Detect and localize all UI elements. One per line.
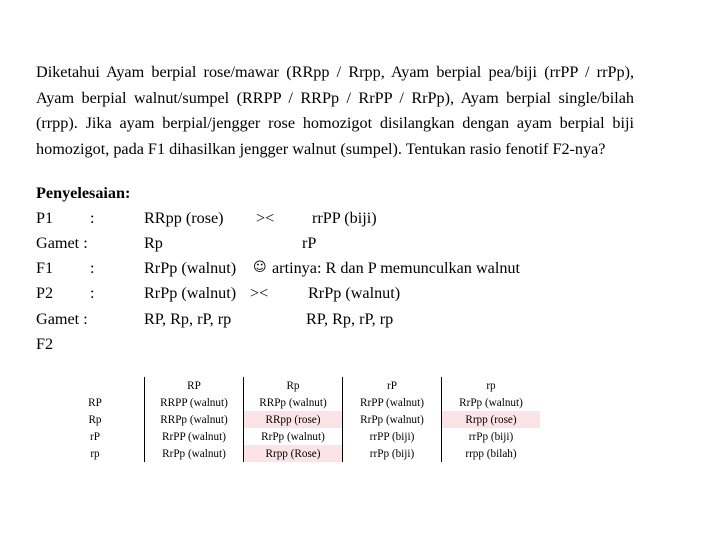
column-header: Rp [244,377,343,394]
table-cell: rrpp (bilah) [465,447,517,460]
p2-label: P2 [36,284,54,302]
table-cell: RRPp (walnut) [244,394,343,411]
p2-colon: : [90,284,95,302]
table-cell: RRpp (rose) [244,411,343,428]
problem-statement [36,60,634,162]
table-cell: RrPp (walnut) [343,411,442,428]
column-header: rP [343,377,442,394]
f1-text: RrPp (walnut) [144,259,237,277]
table-cell: rrPp (biji) [343,445,442,462]
table-cell: RrPp (walnut) [459,396,523,409]
table-row [46,445,540,462]
table-row [46,394,540,411]
column-header: RP [145,377,244,394]
table-row [46,428,540,445]
table-cell: RrPp (walnut) [244,428,343,445]
row-header: rp [46,445,145,462]
table-cell: Rrpp (rose) [442,411,541,428]
gamet2-right: RP, Rp, rP, rp [306,310,394,328]
table-cell: RRPP (walnut) [145,394,244,411]
punnett-corner [46,377,145,394]
row-header: rP [46,428,145,445]
row-header: Rp [46,411,145,428]
row-header: RP [46,394,145,411]
problem-text: Diketahui Ayam berpial rose/mawar (RRpp / Rrpp, Ayam berpial pea/biji (rrPP / rrPp), Ayam berpial walnut/sumpel (RRPP / RRPp / RrPP / RrPp), Ayam berpial single/bilah (rrpp). Jika ayam berpial/jengger rose homozigot disilangkan dengan ayam berpial biji homozigot, pada F1 dihasilkan jengger walnut (sumpel). Tentukan rasio fenotif F2-nya? [36,63,634,158]
solution-heading: Penyelesaian: [36,184,131,202]
table-cell: Rrpp (Rose) [244,445,343,462]
p2-right: RrPp (walnut) [308,284,401,302]
p1-colon: : [90,209,95,227]
p1-left: RRpp (rose) [144,209,224,227]
gamet1-right: rP [302,234,317,252]
column-header: rp [486,379,496,392]
p1-label: P1 [36,209,54,227]
punnett-table [46,377,540,462]
f1-label: F1 [36,259,54,277]
gamet2-label: Gamet : [36,310,88,328]
smiley-icon: ☺ [253,260,267,275]
table-cell: RrPp (walnut) [145,445,244,462]
gamet1-left: Rp [144,234,163,252]
table-row [46,411,540,428]
p1-cross: >< [256,209,275,227]
table-cell: RRPp (walnut) [145,411,244,428]
f1-colon: : [90,259,95,277]
table-cell: RrPP (walnut) [145,428,244,445]
table-cell: RrPP (walnut) [343,394,442,411]
p1-right: rrPP (biji) [312,209,377,227]
gamet2-left: RP, Rp, rP, rp [144,310,232,328]
table-cell: rrPp (biji) [468,430,514,443]
f1-note: artinya: R dan P memunculkan walnut [272,259,521,277]
table-cell: rrPP (biji) [343,428,442,445]
p2-cross: >< [250,284,269,302]
f2-label: F2 [36,335,54,353]
punnett-header-row [46,377,540,394]
gamet1-label: Gamet : [36,234,88,252]
p2-left: RrPp (walnut) [144,284,237,302]
